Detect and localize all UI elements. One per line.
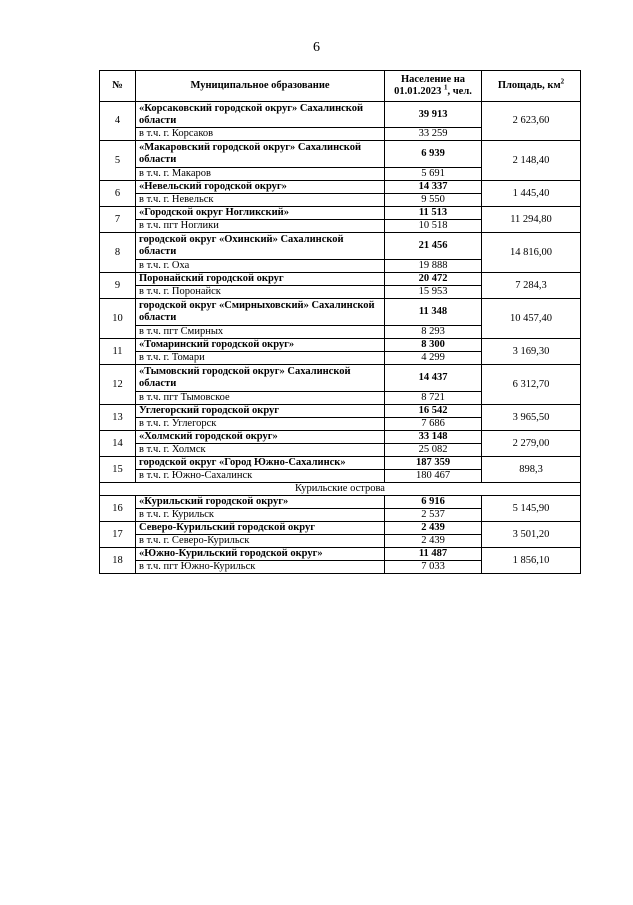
header-population [385, 71, 482, 102]
population-table [99, 70, 581, 574]
population-total: 21 456 [385, 233, 482, 260]
row-number: 14 [100, 431, 136, 457]
area-value: 3 169,30 [482, 339, 581, 365]
settlement-name: в т.ч. г. Оха [136, 260, 385, 273]
municipality-name: «Городской округ Ногликский» [136, 207, 385, 220]
municipality-name: городской округ «Охинский» Сахалинской области [136, 233, 385, 260]
row-number: 4 [100, 102, 136, 141]
row-number: 9 [100, 273, 136, 299]
population-total: 6 916 [385, 496, 482, 509]
settlement-population: 33 259 [385, 128, 482, 141]
row-number: 18 [100, 548, 136, 574]
municipality-name: «Корсаковский городской округ» Сахалинской области [136, 102, 385, 128]
population-total: 14 337 [385, 181, 482, 194]
table-row [100, 233, 581, 260]
header-population-footnote: 1 [444, 83, 448, 92]
settlement-population: 4 299 [385, 352, 482, 365]
municipality-name: Поронайский городской округ [136, 273, 385, 286]
settlement-name: в т.ч. пгт Южно-Курильск [136, 561, 385, 574]
table-row [100, 181, 581, 194]
settlement-name: в т.ч. г. Корсаков [136, 128, 385, 141]
municipality-name: «Курильский городской округ» [136, 496, 385, 509]
sakhalin-rows [100, 102, 581, 483]
table-row [100, 339, 581, 352]
settlement-name: в т.ч. г. Северо-Курильск [136, 535, 385, 548]
settlement-name: в т.ч. г. Поронайск [136, 286, 385, 299]
population-total: 14 437 [385, 365, 482, 392]
settlement-population: 15 953 [385, 286, 482, 299]
municipality-name: «Невельский городской округ» [136, 181, 385, 194]
table-row [100, 141, 581, 168]
municipality-name: «Тымовский городской округ» Сахалинской области [136, 365, 385, 392]
table-row [100, 405, 581, 418]
table-row [100, 207, 581, 220]
row-number: 12 [100, 365, 136, 405]
settlement-name: в т.ч. г. Холмск [136, 444, 385, 457]
area-value: 2 279,00 [482, 431, 581, 457]
table-row [100, 457, 581, 470]
population-total: 11 513 [385, 207, 482, 220]
area-value: 14 816,00 [482, 233, 581, 273]
municipality-name: городской округ «Смирныховский» Сахалинской области [136, 299, 385, 326]
settlement-population: 7 686 [385, 418, 482, 431]
municipality-name: Углегорский городской округ [136, 405, 385, 418]
settlement-name: в т.ч. г. Невельск [136, 194, 385, 207]
settlement-population: 8 721 [385, 392, 482, 405]
kuril-section [100, 483, 581, 496]
section-title-kuril: Курильские острова [100, 483, 581, 496]
settlement-population: 10 518 [385, 220, 482, 233]
header-municipality: Муниципальное образование [136, 71, 385, 102]
table-row [100, 548, 581, 561]
header-population-unit: , чел. [447, 86, 472, 97]
settlement-population: 19 888 [385, 260, 482, 273]
municipality-name: «Южно-Курильский городской округ» [136, 548, 385, 561]
settlement-population: 2 537 [385, 509, 482, 522]
row-number: 16 [100, 496, 136, 522]
header-population-label: Население на 01.01.2023 [394, 74, 466, 97]
settlement-population: 7 033 [385, 561, 482, 574]
settlement-name: в т.ч. пгт Тымовское [136, 392, 385, 405]
settlement-name: в т.ч. г. Южно-Сахалинск [136, 470, 385, 483]
table-row [100, 102, 581, 128]
area-value: 3 965,50 [482, 405, 581, 431]
area-value: 5 145,90 [482, 496, 581, 522]
table-row [100, 365, 581, 392]
settlement-population: 180 467 [385, 470, 482, 483]
population-total: 8 300 [385, 339, 482, 352]
settlement-population: 8 293 [385, 326, 482, 339]
row-number: 6 [100, 181, 136, 207]
header-area-sup: 2 [560, 77, 565, 86]
area-value: 7 284,3 [482, 273, 581, 299]
area-value: 3 501,20 [482, 522, 581, 548]
area-value: 1 856,10 [482, 548, 581, 574]
area-value: 1 445,40 [482, 181, 581, 207]
table-header-row [100, 71, 581, 102]
table-row [100, 522, 581, 535]
header-no: № [100, 71, 136, 102]
row-number: 8 [100, 233, 136, 273]
header-area-label: Площадь, км [497, 80, 561, 91]
table-row [100, 273, 581, 286]
row-number: 17 [100, 522, 136, 548]
settlement-name: в т.ч. г. Томари [136, 352, 385, 365]
area-value: 898,3 [482, 457, 581, 483]
population-total: 11 487 [385, 548, 482, 561]
settlement-population: 5 691 [385, 168, 482, 181]
population-total: 39 913 [385, 102, 482, 128]
population-total: 2 439 [385, 522, 482, 535]
row-number: 7 [100, 207, 136, 233]
settlement-name: в т.ч. г. Курильск [136, 509, 385, 522]
settlement-population: 2 439 [385, 535, 482, 548]
row-number: 5 [100, 141, 136, 181]
area-value: 2 148,40 [482, 141, 581, 181]
area-value: 2 623,60 [482, 102, 581, 141]
section-row [100, 483, 581, 496]
table-row [100, 496, 581, 509]
population-total: 187 359 [385, 457, 482, 470]
settlement-name: в т.ч. г. Макаров [136, 168, 385, 181]
row-number: 15 [100, 457, 136, 483]
settlement-population: 25 082 [385, 444, 482, 457]
table-row [100, 431, 581, 444]
kuril-rows [100, 496, 581, 574]
municipality-name: «Томаринский городской округ» [136, 339, 385, 352]
population-total: 11 348 [385, 299, 482, 326]
municipality-name: «Холмский городской округ» [136, 431, 385, 444]
municipality-name: Северо-Курильский городской округ [136, 522, 385, 535]
population-total: 6 939 [385, 141, 482, 168]
settlement-name: в т.ч. пгт Смирных [136, 326, 385, 339]
row-number: 13 [100, 405, 136, 431]
settlement-name: в т.ч. пгт Ноглики [136, 220, 385, 233]
header-area [482, 71, 581, 102]
population-total: 33 148 [385, 431, 482, 444]
area-value: 6 312,70 [482, 365, 581, 405]
population-total: 20 472 [385, 273, 482, 286]
page-number: 6 [313, 40, 320, 55]
settlement-population: 9 550 [385, 194, 482, 207]
table-row [100, 299, 581, 326]
population-total: 16 542 [385, 405, 482, 418]
row-number: 10 [100, 299, 136, 339]
municipality-name: «Макаровский городской округ» Сахалинской области [136, 141, 385, 168]
area-value: 10 457,40 [482, 299, 581, 339]
settlement-name: в т.ч. г. Углегорск [136, 418, 385, 431]
municipality-name: городской округ «Город Южно-Сахалинск» [136, 457, 385, 470]
area-value: 11 294,80 [482, 207, 581, 233]
row-number: 11 [100, 339, 136, 365]
